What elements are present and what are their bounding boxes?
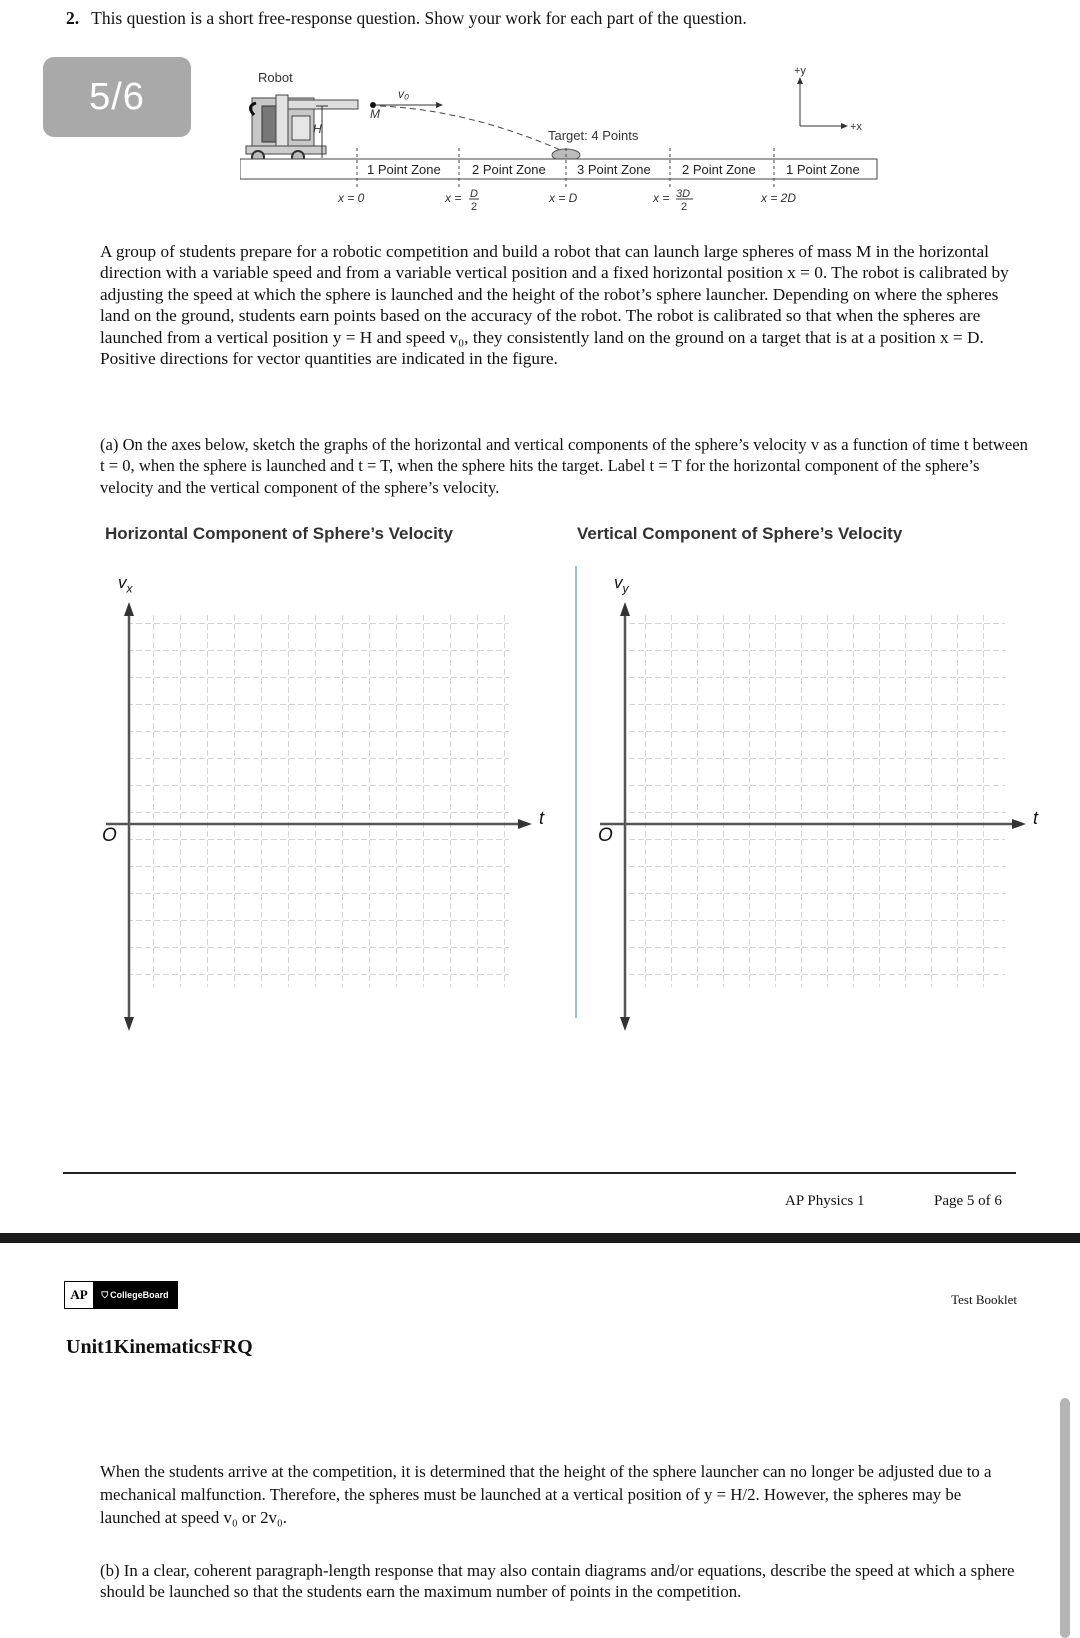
vy-axis-label: $v_y$ [614, 573, 629, 596]
origin-label: O [102, 825, 117, 846]
position-label: x = 0 [338, 191, 365, 205]
robot-launch-figure [240, 60, 880, 220]
svg-text:2: 2 [471, 201, 478, 213]
zone-label: 2 Point Zone [682, 162, 756, 177]
vertical-scrollbar[interactable] [1060, 1398, 1070, 1638]
position-label: x = 2D [761, 191, 797, 205]
vertical-velocity-graph[interactable] [594, 570, 1054, 1040]
t-axis-label: t [539, 808, 545, 828]
target-label: Target: 4 Points [548, 128, 639, 143]
part-a-prompt: (a) On the axes below, sketch the graphs of the horizontal and vertical components of the sphere’s velocity v as a function of time t between t = 0, when the sphere is launched and t = T, when the sphere hits the target. Label t = T for the horizontal component of the sphere’s velocity and the vertical component of the sphere’s velocity. [100, 435, 1028, 497]
unit-title: Unit1KinematicsFRQ [66, 1336, 253, 1358]
page-separator [0, 1233, 1080, 1243]
graph-divider [575, 566, 577, 1018]
vx-axis-label: $v_x$ [118, 573, 133, 596]
origin-label: O [598, 825, 613, 846]
collegeboard-icon: ⛉ CollegeBoard [93, 1282, 177, 1308]
ap-collegeboard-logo: AP ⛉ CollegeBoard [64, 1281, 178, 1309]
x-axis-direction: +x [850, 121, 862, 133]
velocity-label: v₀ [398, 87, 410, 101]
zone-label: 3 Point Zone [577, 162, 651, 177]
question-header [66, 8, 747, 29]
robot-label: Robot [258, 70, 293, 85]
height-label: H [313, 122, 322, 136]
page-badge[interactable]: 5/6 [43, 57, 191, 137]
intro-paragraph: A group of students prepare for a robotic competition and build a robot that can launch large spheres of mass M in the horizontal direction with a variable speed and from a variable vertical position and a fixed horizontal position x = 0. The robot is calibrated by adjusting the speed at which the sphere is launched and the height of the robot’s sphere launcher. Depending on where the spheres land on the ground, students earn points based on the accuracy of the robot. The robot is calibrated so that when the spheres are launched from a vertical position y = H and speed v₀, they consistently land on the ground on a target that is at a position x = D. Positive directions for vector quantities are indicated in the figure. [100, 242, 1009, 369]
svg-text:3D: 3D [676, 188, 691, 200]
right-graph-title: Vertical Component of Sphere’s Velocity [577, 524, 903, 543]
svg-text:2: 2 [681, 201, 688, 213]
t-axis-label: t [1033, 808, 1039, 828]
left-graph-title: Horizontal Component of Sphere’s Velocity [105, 524, 453, 543]
zone-label: 1 Point Zone [367, 162, 441, 177]
test-booklet-label: Test Booklet [951, 1292, 1017, 1307]
zone-label: 1 Point Zone [786, 162, 860, 177]
position-label: x = [653, 191, 670, 205]
mass-label: M [370, 107, 380, 121]
position-label: x = [445, 191, 462, 205]
course-name: AP Physics 1 [785, 1193, 865, 1209]
robot-icon [246, 95, 358, 163]
horizontal-velocity-graph[interactable] [100, 570, 560, 1040]
svg-text:D: D [470, 188, 478, 200]
malfunction-paragraph: When the students arrive at the competition, it is determined that the height of the sphere launcher can no longer be adjusted due to a mechanical malfunction. Therefore, the spheres must be launched at a vertical position of y = H/2. However, the spheres may be launched at speed v₀ or 2v₀. [100, 1462, 992, 1527]
y-axis-direction: +y [794, 65, 806, 77]
page-number: Page 5 of 6 [934, 1193, 1002, 1209]
question-number: 2. [66, 8, 80, 28]
question-instruction: This question is a short free-response question. Show your work for each part of the question. [91, 8, 747, 28]
direction-axes-icon [797, 77, 848, 129]
position-label: x = D [549, 191, 578, 205]
zone-label: 2 Point Zone [472, 162, 546, 177]
part-b-prompt: (b) In a clear, coherent paragraph-length response that may also contain diagrams and/or equations, describe the speed at which a sphere should be launched so that the students earn the maximum number of points in the competition. [100, 1561, 1015, 1601]
footer-rule [63, 1172, 1016, 1174]
